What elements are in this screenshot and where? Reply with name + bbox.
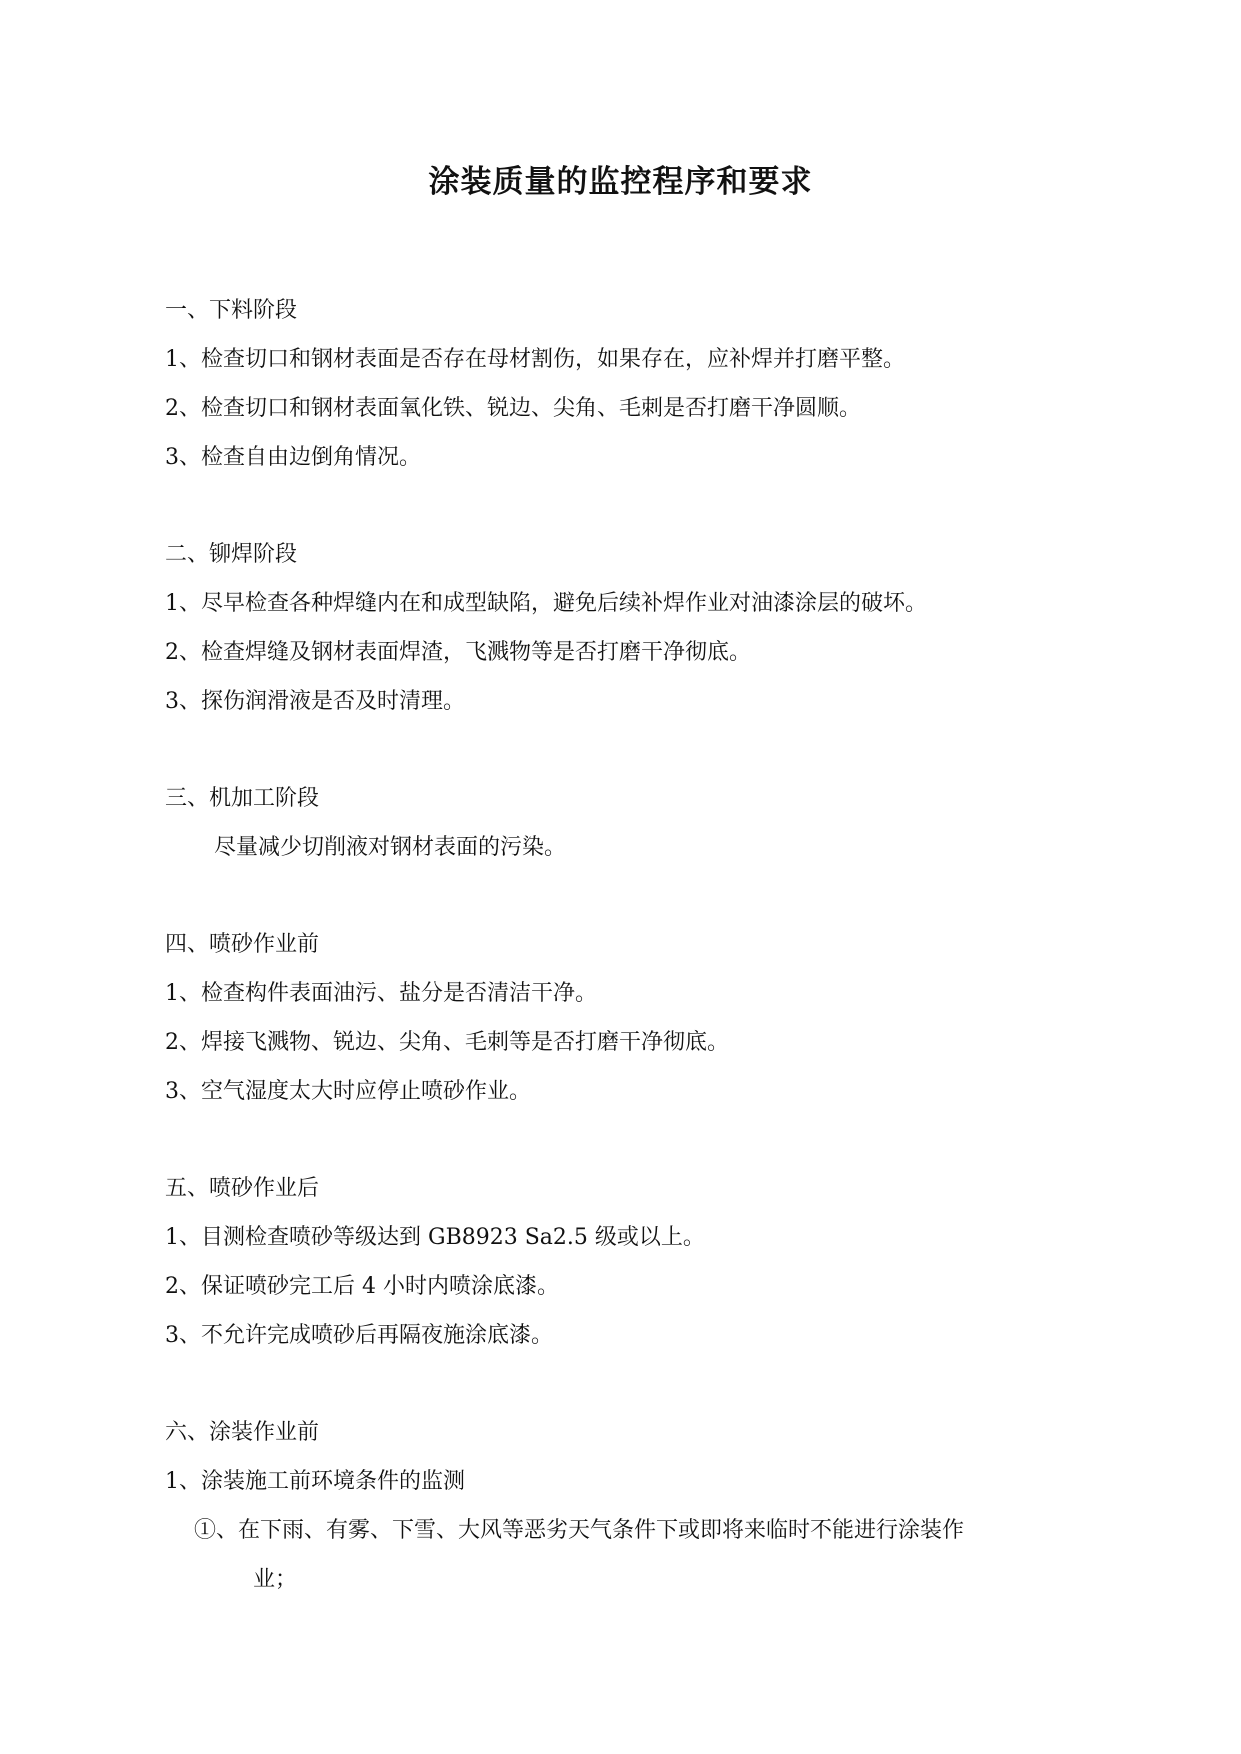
- sub-list-item: [165, 1506, 1095, 1604]
- section-heading: 一、下料阶段: [165, 298, 298, 323]
- list-item: 1、尽早检查各种焊缝内在和成型缺陷，避免后续补焊作业对油漆涂层的破坏。: [165, 591, 927, 616]
- section-1: [165, 286, 1095, 482]
- section-5: [165, 1164, 1095, 1360]
- section-3: [165, 774, 1095, 872]
- list-item: 3、探伤润滑液是否及时清理。: [165, 689, 465, 714]
- sub-list-item-line-2: 业；: [253, 1567, 298, 1592]
- section-heading: 五、喷砂作业后: [165, 1176, 320, 1201]
- document-title: 涂装质量的监控程序和要求: [428, 164, 813, 200]
- list-item: 1、检查构件表面油污、盐分是否清洁干净。: [165, 981, 597, 1006]
- section-heading: 六、涂装作业前: [165, 1420, 320, 1445]
- list-item: 2、保证喷砂完工后 4 小时内喷涂底漆。: [165, 1274, 559, 1299]
- section-heading: 三、机加工阶段: [165, 786, 320, 811]
- section-heading: 四、喷砂作业前: [165, 932, 320, 957]
- section-6: [165, 1408, 1095, 1604]
- list-item: 1、目测检查喷砂等级达到 GB8923 Sa2.5 级或以上。: [165, 1225, 705, 1250]
- list-item: 3、不允许完成喷砂后再隔夜施涂底漆。: [165, 1323, 553, 1348]
- list-item: 3、空气湿度太大时应停止喷砂作业。: [165, 1079, 531, 1104]
- section-4: [165, 920, 1095, 1116]
- list-item: 2、检查焊缝及钢材表面焊渣，飞溅物等是否打磨干净彻底。: [165, 640, 751, 665]
- section-heading: 二、铆焊阶段: [165, 542, 298, 567]
- section-paragraph: 尽量减少切削液对钢材表面的污染。: [214, 835, 567, 860]
- list-item: 1、涂装施工前环境条件的监测: [165, 1469, 465, 1494]
- sub-list-item-line-1: ①、在下雨、有雾、下雪、大风等恶劣天气条件下或即将来临时不能进行涂装作: [194, 1518, 965, 1543]
- section-2: [165, 530, 1095, 726]
- list-item: 2、焊接飞溅物、锐边、尖角、毛刺等是否打磨干净彻底。: [165, 1030, 729, 1055]
- list-item: 2、检查切口和钢材表面氧化铁、锐边、尖角、毛刺是否打磨干净圆顺。: [165, 396, 861, 421]
- list-item: 1、检查切口和钢材表面是否存在母材割伤，如果存在，应补焊并打磨平整。: [165, 347, 905, 372]
- list-item: 3、检查自由边倒角情况。: [165, 445, 421, 470]
- document-body: [165, 286, 1095, 1652]
